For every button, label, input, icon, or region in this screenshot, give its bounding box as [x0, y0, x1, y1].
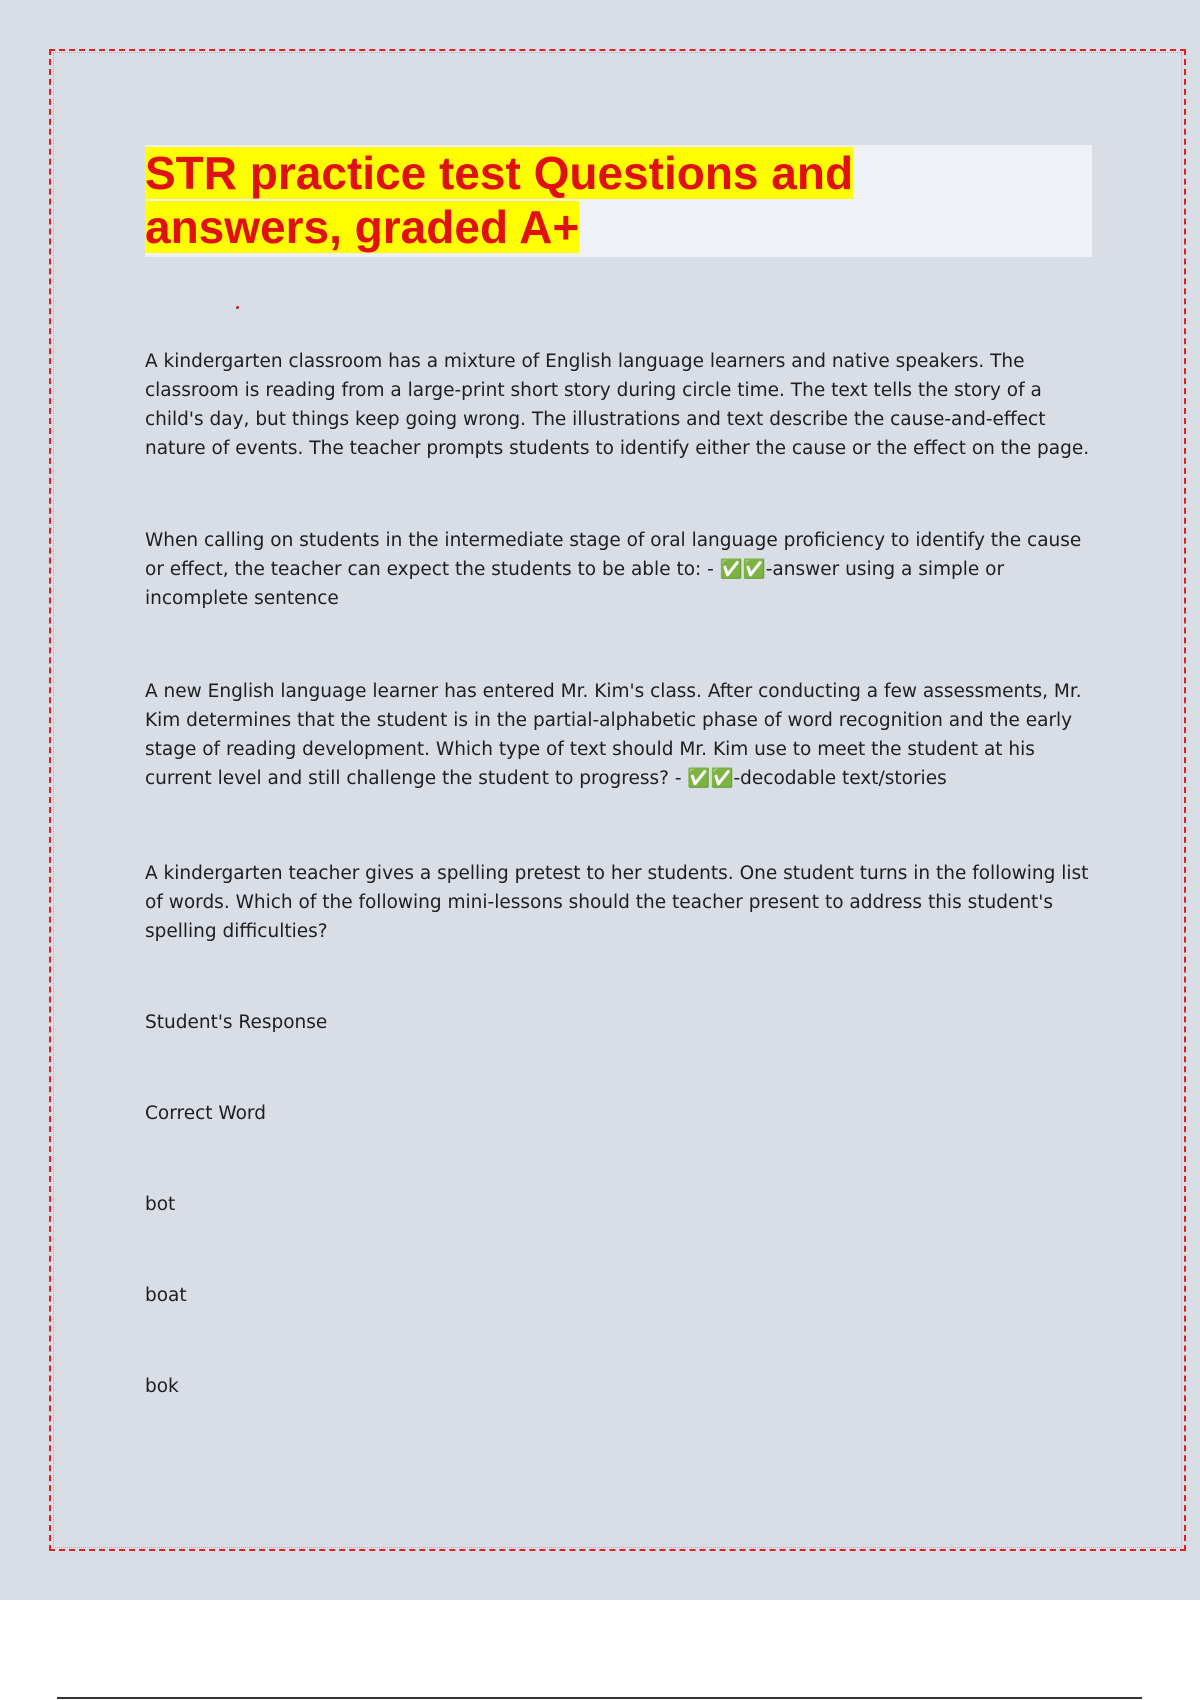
list-line-students-response: Student's Response	[145, 1012, 328, 1033]
title-line-1: STR practice test Questions and	[145, 147, 854, 199]
list-line-bok: bok	[145, 1376, 179, 1397]
paragraph-4: A kindergarten teacher gives a spelling pretest to her students. One student turns in the following list of words. Which of the following mini-lessons should the teacher present to address this student's spelling difficulties?	[145, 863, 1089, 942]
paragraph-3: A new English language learner has entered Mr. Kim's class. After conducting a few assessments, Mr. Kim determines that the student is in the partial-alphabetic phase of word recognition and the early stage of reading development. Which type of text should Mr. Kim use to meet the student at his current level and still challenge the student to progress? - ✅✅-decodable text/stories	[145, 681, 1082, 789]
paragraph-1: A kindergarten classroom has a mixture of English language learners and native speakers. The classroom is reading from a large-print short story during circle time. The text tells the story of a child's day, but things keep going wrong. The illustrations and text describe the cause-and-effect nature of events. The teacher prompts students to identify either the cause or the effect on the page.	[145, 351, 1090, 459]
list-line-boat: boat	[145, 1285, 187, 1306]
document-title	[145, 146, 853, 254]
list-line-bot: bot	[145, 1194, 176, 1215]
page-border-inner	[53, 52, 1182, 1548]
title-line-2: answers, graded A+	[145, 201, 580, 253]
paragraph-2: When calling on students in the intermediate stage of oral language proficiency to identify the cause or effect, the teacher can expect the students to be able to: - ✅✅-answer using a simple or incomplete sentence	[145, 530, 1082, 609]
footer-rule	[57, 1697, 1142, 1699]
stray-dot	[236, 306, 239, 309]
list-line-correct-word: Correct Word	[145, 1103, 266, 1124]
